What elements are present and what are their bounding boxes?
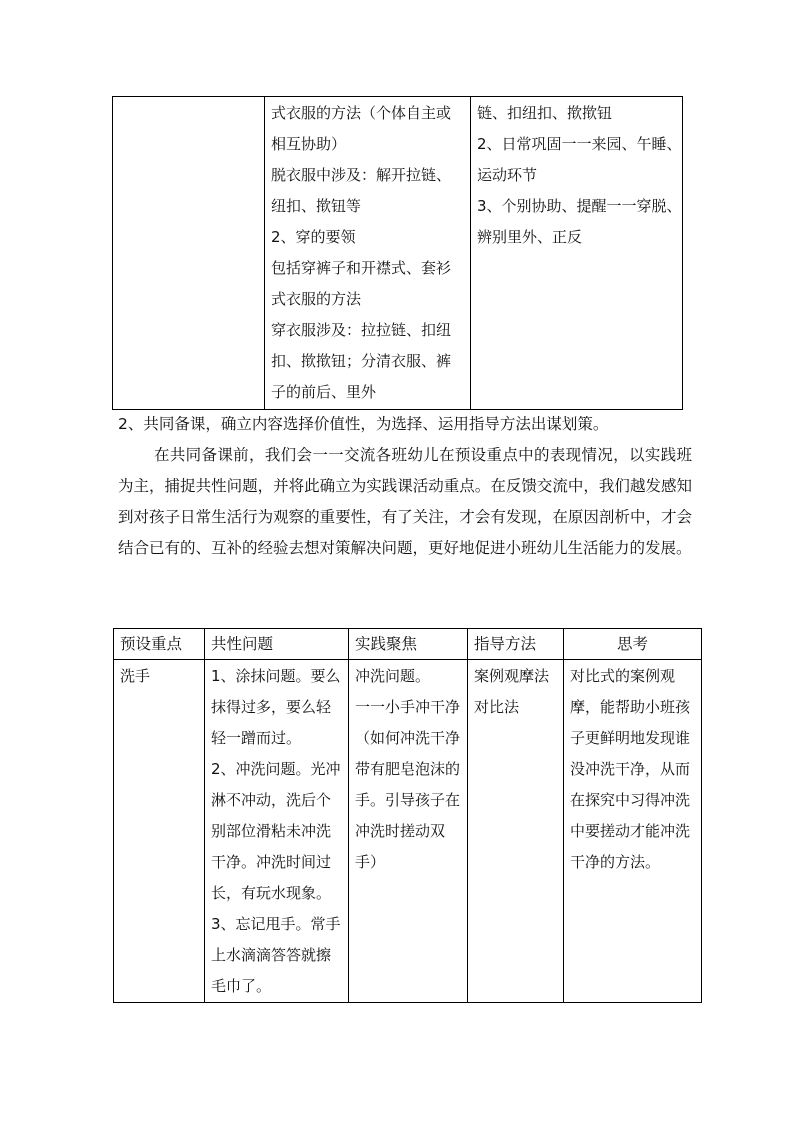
- text-line: 运动环节: [477, 166, 538, 184]
- table1-cell-content: [265, 97, 471, 410]
- problem-item: 2、冲洗问题。光冲淋不冲动，洗后个别部位滑粘未冲洗干净。冲洗时间过长，有玩水现象。: [211, 760, 341, 902]
- practice-item: （如何冲洗干净带有肥皂泡沫的手。引导孩子在冲洗时搓动双手）: [355, 729, 461, 871]
- column-header: 指导方法: [468, 629, 564, 660]
- cell-thinking: [564, 660, 702, 1003]
- column-header: 实践聚焦: [349, 629, 468, 660]
- practice-item: 一一小手冲干净: [355, 698, 461, 716]
- text-line: 3、个别协助、提醒一一穿脱、: [477, 197, 682, 215]
- body-paragraph: 在共同备课前，我们会一一交流各班幼儿在预设重点中的表现情况，以实践班为主，捕捉共性问题，并将此确立为实践课活动重点。在反馈交流中，我们越发感知到对孩子日常生活行为观察的重要性，有了关注，才会有发现，在原因剖析中，才会结合已有的、互补的经验去想对策解决问题，更好地促进小班幼儿生活能力的发展。: [118, 446, 692, 557]
- text-line: 式衣服的方法（个体自主或: [271, 104, 452, 122]
- cell-focus: 洗手: [114, 660, 205, 1003]
- table-continued: [112, 96, 683, 410]
- text-line: 式衣服的方法: [271, 290, 362, 308]
- text-line: 2、日常巩固一一来园、午睡、: [477, 135, 682, 153]
- text-line: 相互协助）: [271, 135, 347, 153]
- text-line: 脱衣服中涉及：解开拉链、: [271, 166, 452, 184]
- table-row: [114, 660, 702, 1003]
- problem-item: 1、涂抹问题。要么抹得过多，要么轻轻一蹭而过。: [211, 667, 341, 747]
- cell-problems: [205, 660, 349, 1003]
- column-header: 共性问题: [205, 629, 349, 660]
- practice-table: [113, 628, 702, 1003]
- text-line: 链、扣纽扣、揿揿钮: [477, 104, 613, 122]
- text-line: 包括穿裤子和开襟式、套衫: [271, 259, 452, 277]
- thinking-text: 对比式的案例观摩，能帮助小班孩子更鲜明地发现谁没冲洗干净，从而在探究中习得冲洗中要搓动才能冲洗干净的方法。: [570, 667, 691, 871]
- text-line: 穿衣服涉及：拉拉链、扣纽: [271, 321, 452, 339]
- method-item: 案例观摩法: [474, 667, 550, 685]
- text-line: 纽扣、揿钮等: [271, 197, 362, 215]
- method-item: 对比法: [474, 698, 520, 716]
- table-header-row: [114, 629, 702, 660]
- column-header: 思考: [564, 629, 702, 660]
- section-heading: 2、共同备课，确立内容选择价值性，为选择、运用指导方法出谋划策。: [118, 415, 609, 433]
- text-line: 2、穿的要领: [271, 228, 356, 246]
- table1-cell-empty: [113, 97, 265, 410]
- practice-item: 冲洗问题。: [355, 667, 431, 685]
- table-row: [113, 97, 683, 410]
- cell-methods: [468, 660, 564, 1003]
- text-line: 辨别里外、正反: [477, 228, 583, 246]
- cell-practice: [349, 660, 468, 1003]
- column-header: 预设重点: [114, 629, 205, 660]
- table1-cell-content: [471, 97, 683, 410]
- text-line: 子的前后、里外: [271, 383, 377, 401]
- problem-item: 3、忘记甩手。常手上水滴滴答答就擦毛巾了。: [211, 915, 341, 995]
- text-line: 扣、揿揿钮；分清衣服、裤: [271, 352, 452, 370]
